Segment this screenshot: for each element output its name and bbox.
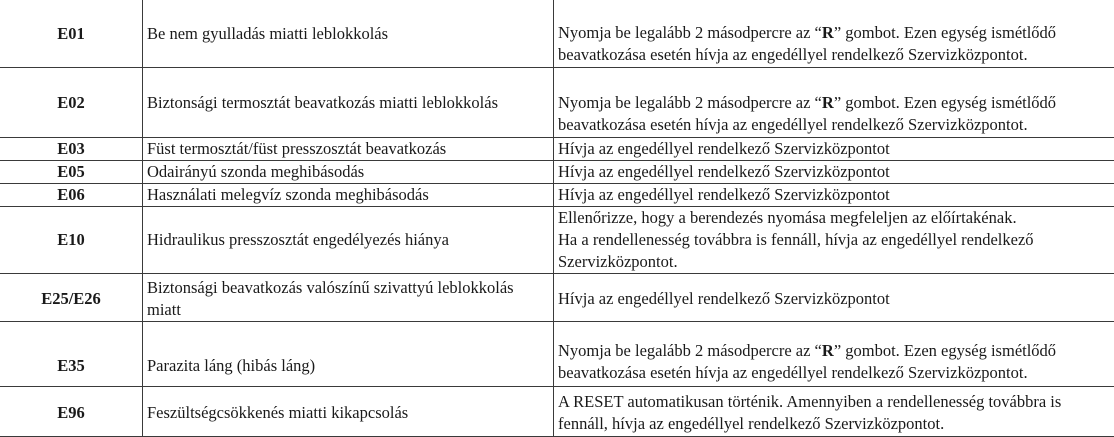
reset-key-label: R	[822, 23, 834, 42]
error-code: E25/E26	[0, 274, 143, 322]
reset-key-label: R	[822, 93, 834, 112]
error-action: Nyomja be legalább 2 másodpercre az “R” gombot. Ezen egység ismétlődő beavatkozása esetén hívja az engedéllyel rendelkező Szervizközpontot.	[554, 322, 1114, 387]
error-action: Hívja az engedéllyel rendelkező Szervizközpontot	[554, 184, 1114, 207]
table-row	[0, 161, 1114, 184]
error-code: E05	[0, 161, 143, 184]
table-row	[0, 387, 1114, 437]
error-action: Hívja az engedéllyel rendelkező Szervizközpontot	[554, 161, 1114, 184]
table-row	[0, 274, 1114, 322]
error-action: Nyomja be legalább 2 másodpercre az “R” gombot. Ezen egység ismétlődő beavatkozása esetén hívja az engedéllyel rendelkező Szervizközpontot.	[554, 0, 1114, 68]
error-action: Ellenőrizze, hogy a berendezés nyomása megfeleljen az előírtakénak. Ha a rendellenesség továbbra is fennáll, hívja az engedéllyel rendelkező Szervizközpontot.	[554, 207, 1114, 274]
table-row	[0, 207, 1114, 274]
error-code: E35	[0, 322, 143, 387]
error-action: Hívja az engedéllyel rendelkező Szervizközpontot	[554, 138, 1114, 161]
error-description: Be nem gyulladás miatti leblokkolás	[143, 0, 554, 68]
reset-key-label: R	[822, 341, 834, 360]
error-description: Feszültségcsökkenés miatti kikapcsolás	[143, 387, 554, 437]
error-action: Nyomja be legalább 2 másodpercre az “R” gombot. Ezen egység ismétlődő beavatkozása esetén hívja az engedéllyel rendelkező Szervizközpontot.	[554, 68, 1114, 138]
error-description: Odairányú szonda meghibásodás	[143, 161, 554, 184]
table-row	[0, 0, 1114, 68]
error-code: E06	[0, 184, 143, 207]
error-description: Biztonsági termosztát beavatkozás miatti leblokkolás	[143, 68, 554, 138]
error-description: Biztonsági beavatkozás valószínű szivattyú leblokkolás miatt	[143, 274, 554, 322]
table-row	[0, 138, 1114, 161]
error-description: Hidraulikus presszosztát engedélyezés hiánya	[143, 207, 554, 274]
table-row	[0, 68, 1114, 138]
error-code: E01	[0, 0, 143, 68]
error-description: Füst termosztát/füst presszosztát beavatkozás	[143, 138, 554, 161]
table-row	[0, 184, 1114, 207]
error-code: E02	[0, 68, 143, 138]
table-row	[0, 322, 1114, 387]
error-action: A RESET automatikusan történik. Amennyiben a rendellenesség továbbra is fennáll, hívja az engedéllyel rendelkező Szervizközpontot.	[554, 387, 1114, 437]
error-code: E96	[0, 387, 143, 437]
error-description: Használati melegvíz szonda meghibásodás	[143, 184, 554, 207]
error-code: E10	[0, 207, 143, 274]
error-action: Hívja az engedéllyel rendelkező Szervizközpontot	[554, 274, 1114, 322]
error-description: Parazita láng (hibás láng)	[143, 322, 554, 387]
error-code: E03	[0, 138, 143, 161]
